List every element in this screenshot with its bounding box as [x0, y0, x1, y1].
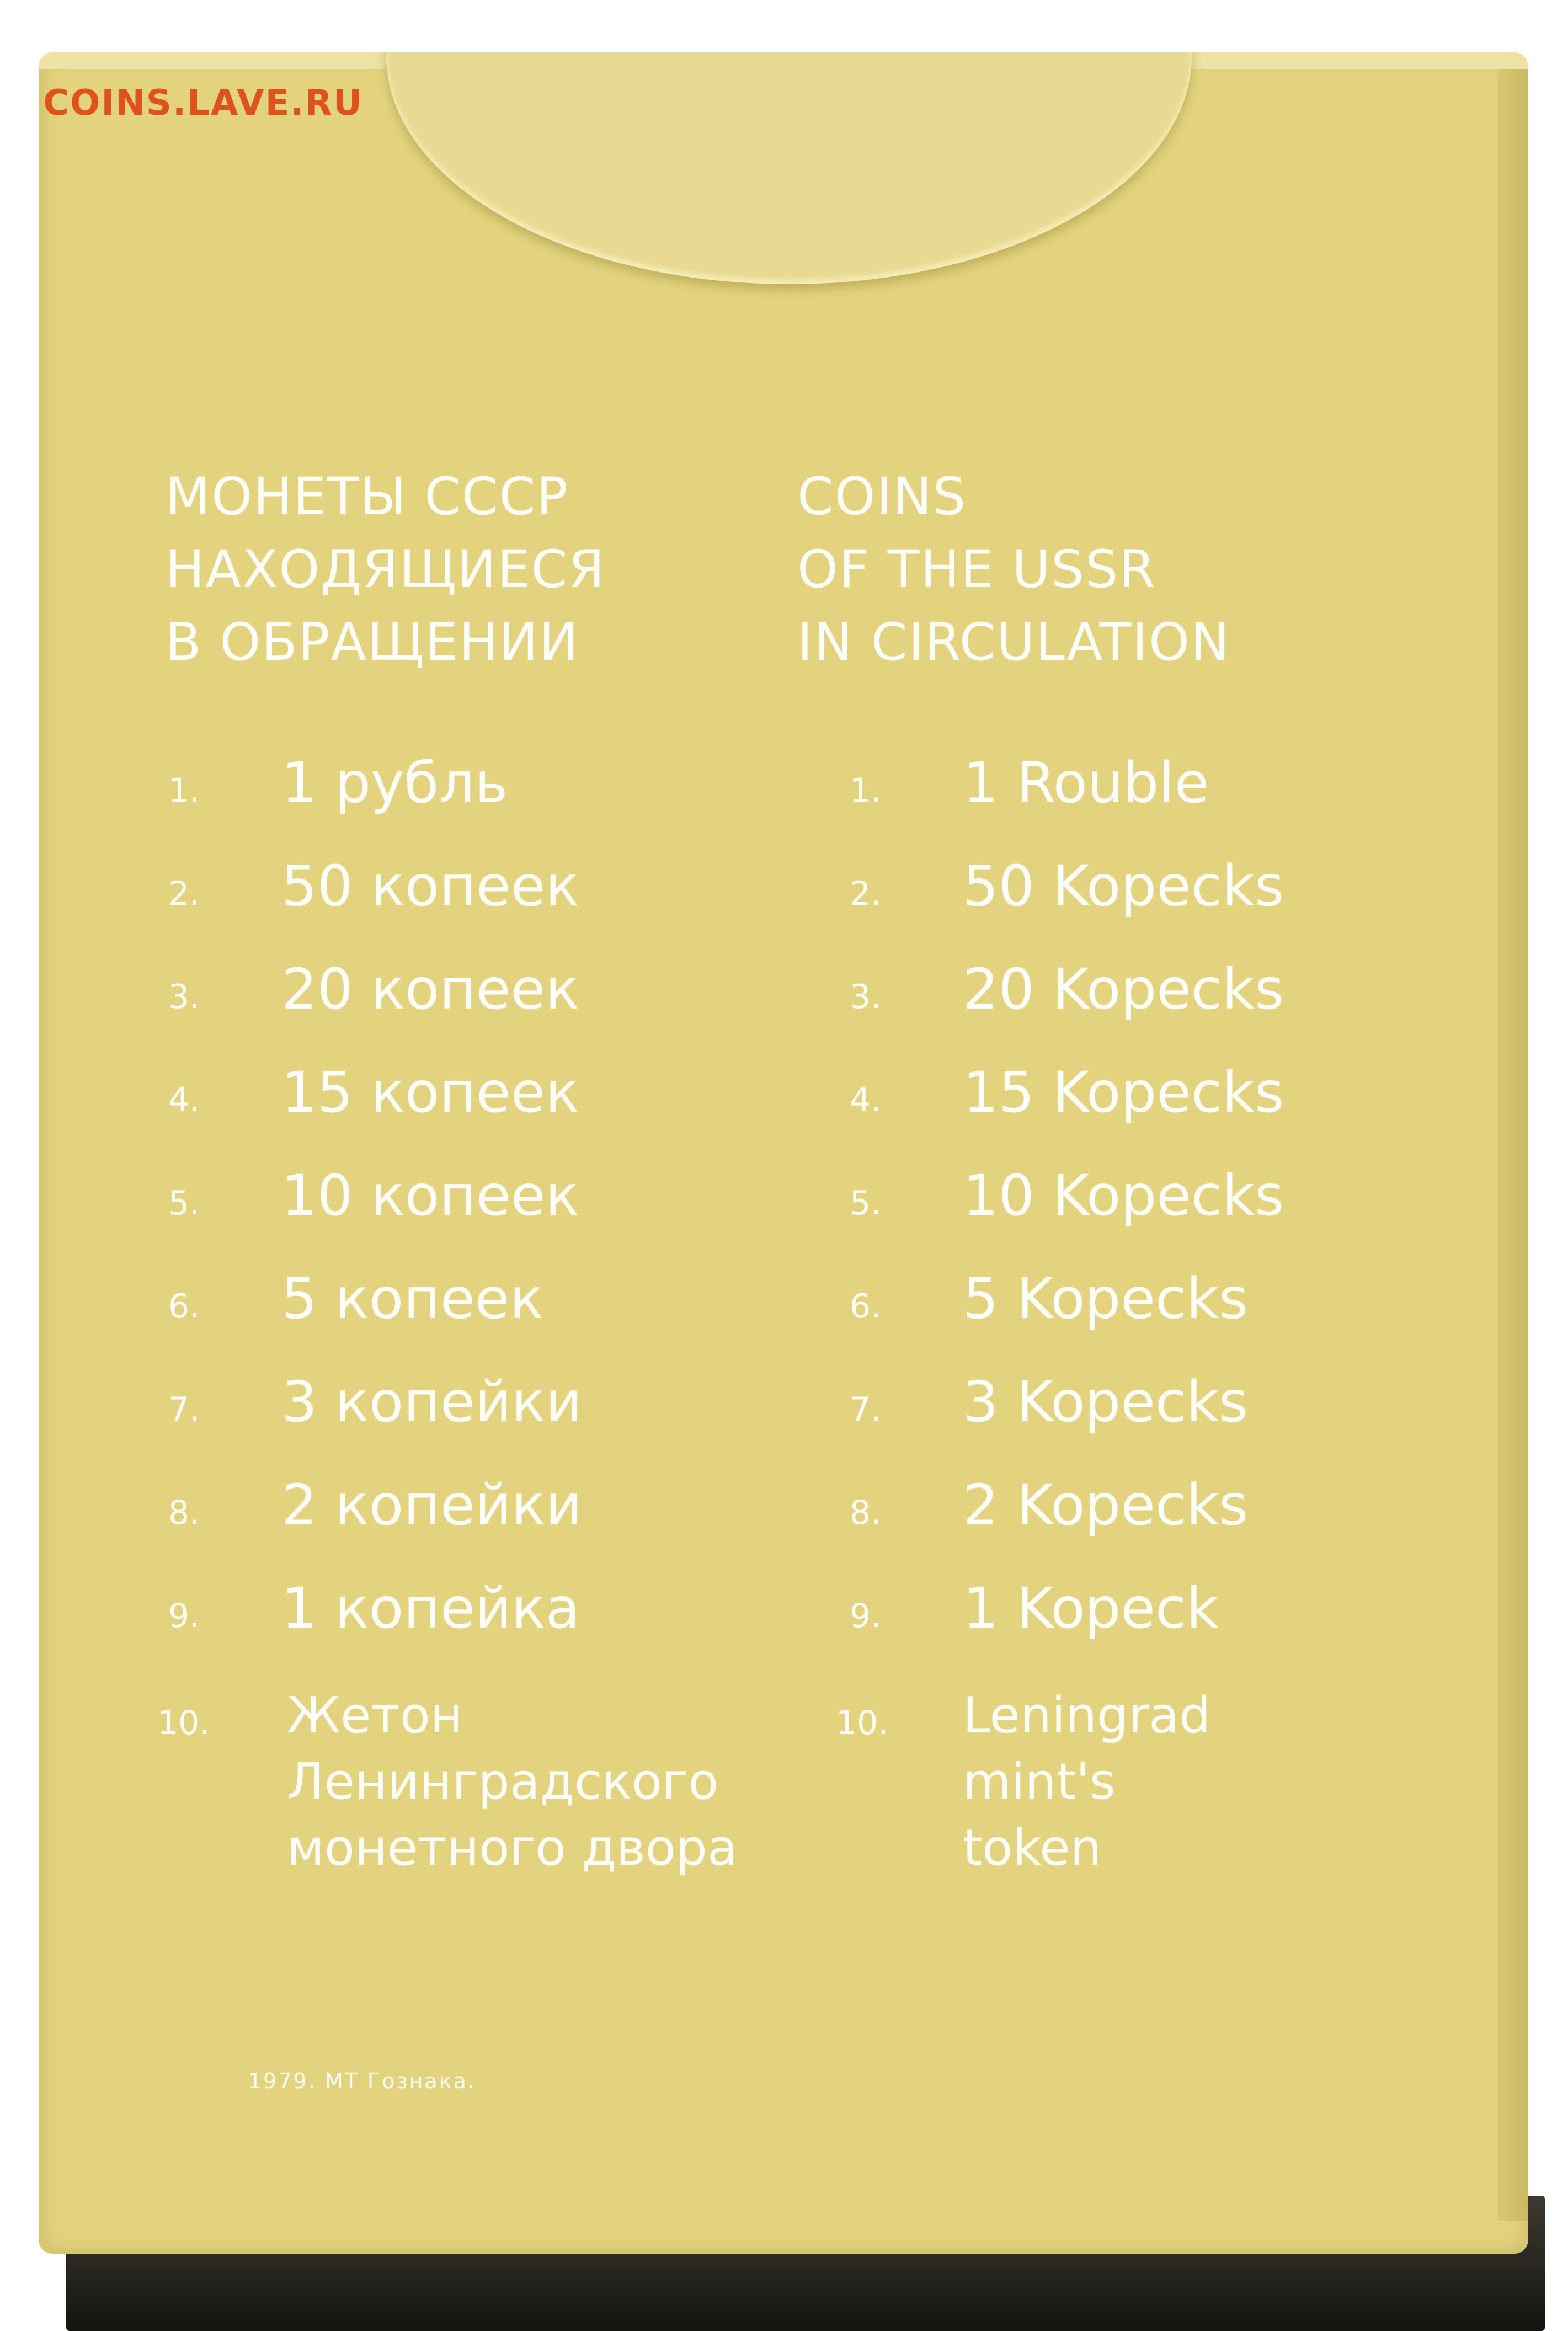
ru-item-number: 4.: [168, 1081, 200, 1119]
ru-item-10-number: 10.: [157, 1704, 210, 1742]
en-item-10-line-1: Leningrad: [963, 1687, 1211, 1745]
ru-heading-line-1: МОНЕТЫ СССР: [166, 467, 569, 527]
ru-item-number: 3.: [168, 978, 200, 1016]
folder-right-edge: [1498, 69, 1528, 2221]
ru-item-10-line-1: Жетон: [287, 1687, 463, 1745]
ru-item-number: 6.: [168, 1287, 200, 1326]
en-item-number: 2.: [850, 874, 882, 913]
ru-item-label: 5 копеек: [281, 1266, 544, 1332]
en-item-number: 9.: [850, 1597, 882, 1635]
ru-item-10-line-3: монетного двора: [287, 1819, 738, 1877]
en-heading-line-3: IN CIRCULATION: [797, 612, 1231, 673]
ru-item-label: 1 копейка: [281, 1576, 580, 1641]
en-item-label: 5 Kopecks: [963, 1266, 1249, 1332]
en-item-number: 5.: [850, 1184, 882, 1223]
ru-item-number: 5.: [168, 1184, 200, 1223]
en-item-label: 20 Kopecks: [963, 957, 1284, 1022]
ru-item-number: 7.: [168, 1390, 200, 1429]
en-item-label: 15 Kopecks: [963, 1060, 1284, 1126]
ru-item-number: 2.: [168, 874, 200, 913]
publisher-footer: 1979. МТ Гознака.: [248, 2069, 477, 2093]
en-item-number: 3.: [850, 978, 882, 1016]
ru-heading-line-3: В ОБРАЩЕНИИ: [166, 612, 579, 673]
ru-item-label: 20 копеек: [281, 957, 580, 1022]
en-item-number: 4.: [850, 1081, 882, 1119]
en-item-label: 2 Kopecks: [963, 1473, 1249, 1538]
en-item-label: 10 Kopecks: [963, 1163, 1284, 1229]
ru-item-label: 2 копейки: [281, 1473, 582, 1538]
en-heading-line-2: OF THE USSR: [797, 540, 1156, 600]
ru-item-10-line-2: Ленинградского: [287, 1753, 719, 1811]
ru-item-label: 15 копеек: [281, 1060, 580, 1126]
ru-item-label: 50 копеек: [281, 854, 580, 919]
ru-item-number: 9.: [168, 1597, 200, 1635]
en-item-number: 1.: [850, 771, 882, 810]
en-item-label: 1 Rouble: [963, 750, 1209, 816]
en-item-label: 1 Kopeck: [963, 1576, 1219, 1641]
ru-item-label: 3 копейки: [281, 1369, 582, 1435]
en-item-label: 50 Kopecks: [963, 854, 1284, 919]
en-item-10-line-3: token: [963, 1819, 1102, 1877]
en-item-label: 3 Kopecks: [963, 1369, 1249, 1435]
en-item-10-line-2: mint's: [963, 1753, 1116, 1811]
thumb-cutout: [386, 52, 1192, 284]
en-item-number: 6.: [850, 1287, 882, 1326]
en-item-number: 8.: [850, 1493, 882, 1532]
en-item-10-number: 10.: [836, 1704, 889, 1742]
ru-item-label: 10 копеек: [281, 1163, 580, 1229]
ru-item-number: 8.: [168, 1493, 200, 1532]
ru-heading-line-2: НАХОДЯЩИЕСЯ: [166, 540, 606, 600]
coin-set-folder: [39, 52, 1528, 2254]
en-item-number: 7.: [850, 1390, 882, 1429]
en-heading-line-1: COINS: [797, 467, 967, 527]
ru-item-number: 1.: [168, 771, 200, 810]
watermark: COINS.LAVE.RU: [43, 83, 363, 124]
ru-item-label: 1 рубль: [281, 750, 508, 816]
